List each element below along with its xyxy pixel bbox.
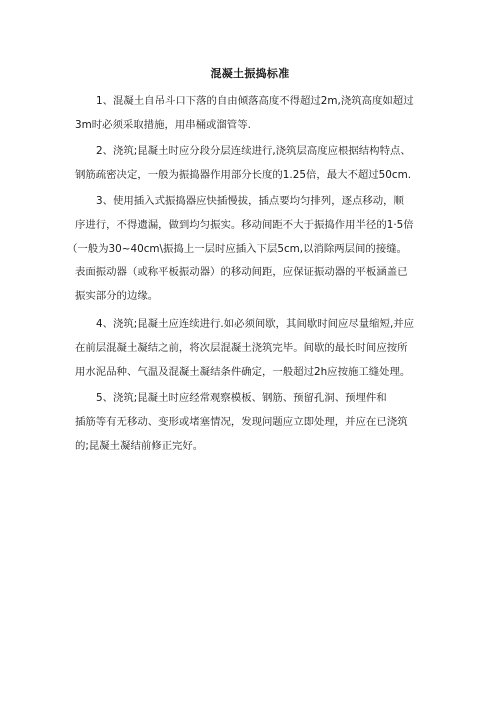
paragraph-3 bbox=[67, 190, 435, 309]
paragraph-line: 1、混凝土自吊斗口下落的自由倾落高度不得超过2m,浇筑高度如超过 bbox=[96, 95, 414, 107]
paragraph-line: 的;昆凝土凝结前修正完好。 bbox=[75, 439, 204, 452]
paragraph-line: （一般为30~40cm\振捣上一层时应插入下层5cm,以消除两层间的接缝。 bbox=[67, 242, 407, 255]
paragraph-5 bbox=[75, 387, 435, 458]
paragraph-2 bbox=[75, 140, 435, 188]
document-title: 混凝土振捣标准 bbox=[210, 67, 290, 80]
paragraph-line: 在前层混凝土凝结之前，将次层混凝土浇筑完毕。间歇的最长时间应按所 bbox=[75, 341, 408, 354]
paragraph-4 bbox=[75, 313, 435, 384]
paragraph-line: 3m时必须采取措施，用串桶或溜管等. bbox=[75, 118, 251, 131]
paragraph-1 bbox=[75, 90, 435, 138]
paragraph-line: 表面振动器（或称平板振动器）的移动间距，应保证振动器的平板涵盖已 bbox=[75, 266, 408, 279]
paragraph-line: 序进行，不得遗漏，做到均匀振实。移动间距不大于振捣作用半径的1·5倍 bbox=[75, 218, 414, 231]
paragraph-line: 3、使用插入式振捣器应快插慢拔，插点要均匀排列，逐点移动，顺 bbox=[96, 195, 404, 207]
paragraph-line: 用水泥品种、气温及混凝土凝结条件确定，一般超过2h应按施工缝处理。 bbox=[75, 365, 411, 378]
paragraph-line: 插筋等有无移动、变形或堵塞情况，发现问题应立即处理，并应在已浇筑 bbox=[75, 415, 408, 428]
paragraph-line: 5、浇筑;昆凝土时应经常观察模板、钢筋、预留孔洞、预埋件和 bbox=[96, 392, 387, 404]
paragraph-line: 2、浇筑;昆凝土时应分段分层连续进行,浇筑层高度应根据结构特点、 bbox=[96, 145, 411, 157]
paragraph-line: 4、浇筑;昆凝土应连续进行.如必须间歇，其间歇时间应尽量缩短,并应 bbox=[96, 318, 415, 330]
paragraph-line: 钢筋疏密决定，一般为振捣器作用部分长度的1.25倍，最大不超过50cm. bbox=[75, 168, 412, 181]
paragraph-line: 振实部分的边缘。 bbox=[75, 290, 159, 303]
